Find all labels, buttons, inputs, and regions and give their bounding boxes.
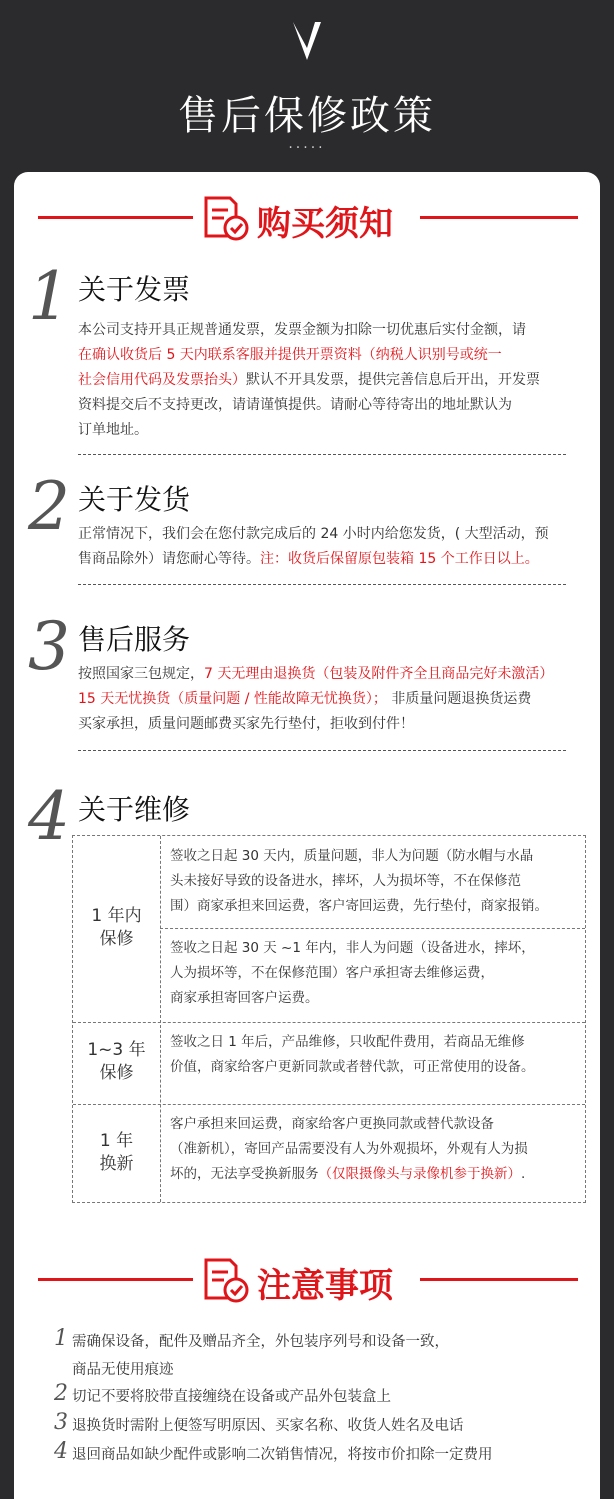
text-line: [78, 318, 540, 343]
text-line: [78, 522, 549, 547]
section-heading-shipping: 关于发货: [78, 483, 191, 516]
text-line: [170, 869, 590, 894]
warranty-period-line: 换新: [99, 1154, 134, 1174]
text-line: [170, 844, 590, 869]
text-line: [78, 547, 549, 572]
body-text: 资料提交后不支持更改，请请谨慎提供。请耐心等待寄出的地址默认为: [78, 397, 512, 413]
title-dots: ·····: [288, 140, 326, 156]
note-number: 3: [54, 1410, 68, 1435]
section-body-invoice: [78, 318, 540, 443]
warranty-period-line: 1 年: [99, 1131, 134, 1151]
note-line: 需确保设备，配件及赠品齐全，外包装序列号和设备一致，: [72, 1334, 449, 1350]
text-line: [170, 1030, 590, 1055]
body-text: 本公司支持开具正规普通发票，发票金额为扣除一切优惠后实付金额，请: [78, 322, 526, 338]
note-number: 2: [54, 1381, 68, 1406]
text-line: [170, 894, 590, 919]
text-line: [170, 1137, 590, 1162]
section-heading-repair: 关于维修: [78, 793, 191, 826]
text-line: [78, 418, 540, 443]
note-line: 退回商品如缺少配件或影响二次销售情况，将按市价扣除一定费用: [72, 1447, 493, 1463]
warranty-period: [73, 905, 160, 951]
body-text: （准新机），寄回产品需要没有人为外观损坏，外观有人为损: [170, 1141, 528, 1157]
note-text: [72, 1412, 464, 1440]
section-number: 3: [28, 608, 70, 685]
highlight-text: 15 天无忧换货（质量问题 / 性能故障无忧换货）；: [78, 691, 387, 707]
section-body-shipping: [78, 522, 549, 572]
page-title: 售后保修政策: [178, 93, 436, 139]
warranty-period-line: 1 年内: [91, 906, 142, 926]
divider: [78, 454, 566, 455]
text-line: [170, 961, 590, 986]
section-body-after-sales: [78, 662, 553, 737]
body-text: 价值，商家给客户更新同款或者替代款，可正常使用的设备。: [170, 1059, 535, 1075]
section-number: 2: [28, 468, 70, 545]
body-text: 售商品除外）请您耐心等待。: [78, 551, 260, 567]
warranty-terms: [170, 844, 590, 919]
section-number: 1: [28, 258, 70, 335]
band-line-left: [38, 216, 193, 219]
body-text: 订单地址。: [78, 422, 148, 438]
warranty-column-divider: [160, 836, 161, 1202]
body-text: 签收之日起 30 天内，质量问题，非人为问题（防水帽与水晶: [170, 848, 534, 864]
note-line: 退换货时需附上便签写明原因、买家名称、收货人姓名及电话: [72, 1418, 464, 1434]
body-text: 客户承担来回运费，商家给客户更换同款或替代款设备: [170, 1116, 494, 1132]
warranty-period: [73, 1130, 160, 1176]
note-line: 商品无使用痕迹: [72, 1362, 174, 1378]
highlight-text: 注：收货后保留原包装箱 15 个工作日以上。: [260, 551, 539, 567]
text-line: [170, 1162, 590, 1187]
band-title: 购买须知: [257, 204, 393, 244]
warranty-period-line: 1~3 年: [87, 1040, 146, 1060]
section-heading-after-sales: 售后服务: [78, 623, 191, 656]
body-text: 头未接好导致的设备进水，摔坏，人为损坏等，不在保修范: [170, 873, 521, 889]
body-text: 买家承担，质量问题邮费买家先行垫付，拒收到付件！: [78, 716, 414, 732]
warranty-period-line: 保修: [99, 929, 134, 949]
divider: [78, 750, 566, 751]
body-text: 签收之日 1 年后，产品维修，只收配件费用，若商品无维修: [170, 1034, 525, 1050]
warranty-period: [73, 1039, 160, 1085]
body-text: 正常情况下，我们会在您付款完成后的 24 小时内给您发货，( 大型活动，预: [78, 526, 549, 542]
band-title: 注意事项: [257, 1266, 393, 1306]
body-text: 签收之日起 30 天 ~1 年内，非人为问题（设备进水，摔坏，: [170, 940, 535, 956]
text-line: [78, 662, 553, 687]
highlight-text: 社会信用代码及发票抬头）: [78, 372, 246, 388]
text-line: [78, 712, 553, 737]
warranty-table: [72, 835, 586, 1203]
text-line: [170, 1055, 590, 1080]
body-text: .: [521, 1166, 526, 1182]
text-line: [78, 343, 540, 368]
band-line-left: [38, 1278, 193, 1281]
warranty-row-divider: [73, 1022, 585, 1023]
body-text: 商家承担寄回客户运费。: [170, 990, 319, 1006]
note-number: 1: [54, 1326, 68, 1351]
text-line: [170, 1112, 590, 1137]
divider: [78, 584, 566, 585]
text-line: [78, 368, 540, 393]
body-text: 坏的，无法享受换新服务: [170, 1166, 319, 1182]
text-line: [170, 936, 590, 961]
note-text: [72, 1328, 449, 1384]
body-text: 按照国家三包规定，: [78, 666, 204, 682]
body-text: 默认不开具发票，提供完善信息后开出，开发票: [246, 372, 540, 388]
text-line: [78, 687, 553, 712]
brand-logo-icon: [291, 22, 323, 68]
warranty-row-divider: [73, 1104, 585, 1105]
body-text: 非质量问题退换货运费: [386, 691, 532, 707]
section-heading-invoice: 关于发票: [78, 273, 191, 306]
note-number: 4: [54, 1439, 68, 1464]
note-line: 切记不要将胶带直接缠绕在设备或产品外包装盒上: [72, 1389, 391, 1405]
band-line-right: [420, 1278, 578, 1281]
warranty-subrow-divider: [160, 928, 585, 929]
band-line-right: [420, 216, 578, 219]
warranty-terms: [170, 1030, 590, 1080]
note-text: [72, 1441, 493, 1469]
body-text: 人为损坏等，不在保修范围）客户承担寄去维修运费，: [170, 965, 494, 981]
warranty-terms: [170, 1112, 590, 1187]
section-number: 4: [28, 778, 70, 855]
warranty-period-line: 保修: [99, 1063, 134, 1083]
text-line: [78, 393, 540, 418]
highlight-text: （仅限摄像头与录像机参于换新）: [318, 1166, 521, 1182]
document-check-icon: [200, 194, 252, 242]
text-line: [170, 986, 590, 1011]
highlight-text: 在确认收货后 5 天内联系客服并提供开票资料（纳税人识别号或统一: [78, 347, 502, 363]
body-text: 围）商家承担来回运费，客户寄回运费，先行垫付，商家报销。: [170, 898, 548, 914]
note-text: [72, 1383, 391, 1411]
highlight-text: 7 天无理由退换货（包装及附件齐全且商品完好未激活）: [204, 666, 554, 682]
warranty-terms: [170, 936, 590, 1011]
document-check-icon: [200, 1256, 252, 1304]
